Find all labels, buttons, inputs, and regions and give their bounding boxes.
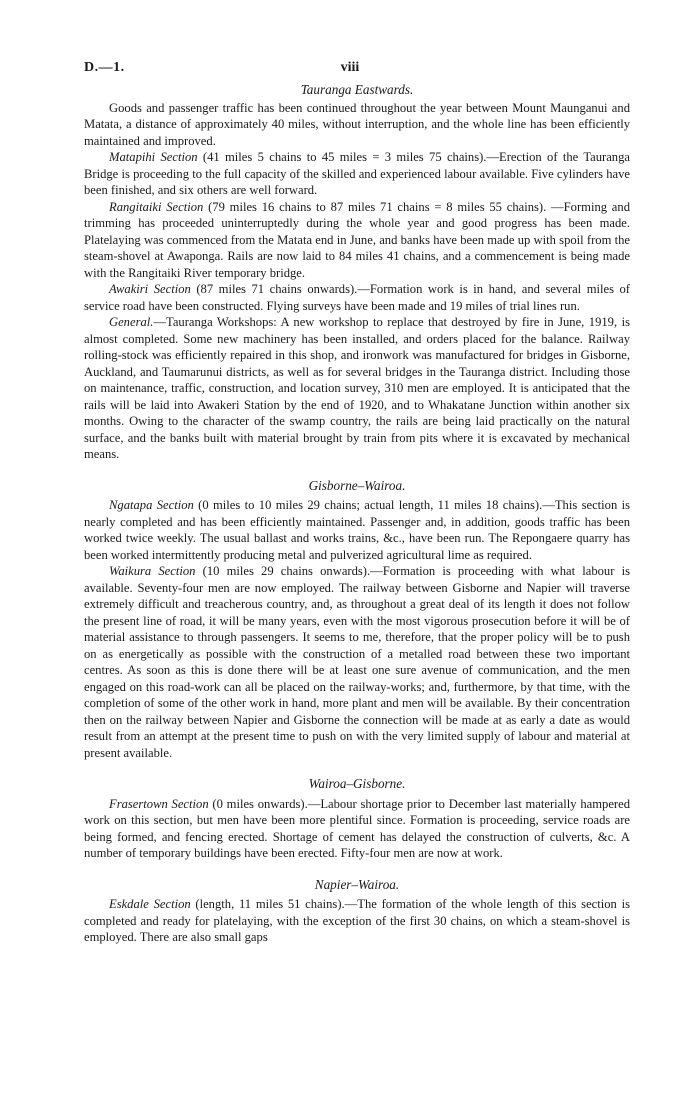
paragraph-text: (0 miles onwards).—Labour shortage prior to December last materially hampered work on this section, but men have been more plentiful since. Formation is proceeding, service roads are being formed, and fencing erected. Shortage of cement has delayed the construction of culverts, &c. A number of temporary buildings have been erected. Fifty-four men are now at work. [84,796,630,860]
report-code: D.—1. [84,60,125,75]
section-name: Awakiri Section [109,282,191,296]
paragraph [84,314,630,463]
page-number: viii [340,60,360,75]
section-name: Ngatapa Section [109,498,194,512]
paragraph-text: (87 miles 71 chains onwards).—Formation work is in hand, and several miles of service road have been constructed. Flying surveys have been made and 19 miles of trial lines run. [84,282,631,313]
section-name: Matapihi Section [109,150,198,164]
section-heading: Wairoa–Gisborne. [308,776,406,791]
paragraph [84,796,630,862]
paragraph-text: Goods and passenger traffic has been continued throughout the year between Mount Maunganui and Matata, a distance of approximately 40 miles, without interruption, and the whole line has been efficiently maintained and improved. [84,100,630,148]
paragraph-text: (length, 11 miles 51 chains).—The formation of the whole length of this section is completed and ready for platelaying, with the exception of the first 30 chains, on which a steam-shovel is employed. There are also small gaps [84,897,630,944]
page-body [84,82,630,946]
paragraph-text: (41 miles 5 chains to 45 miles = 3 miles 75 chains).—Erection of the Tauranga Bridge is proceeding to the full capacity of the skilled and experienced labour available. Five cylinders have been finished, and six others are well forward. [84,150,630,197]
section-heading: Tauranga Eastwards. [300,82,414,97]
section-name: Rangitaiki Section [109,199,204,214]
paragraph [84,149,630,199]
section-heading: Napier–Wairoa. [314,876,400,892]
paragraph [84,497,630,563]
section-heading: Gisborne–Wairoa. [308,477,406,493]
paragraph-text: —Tauranga Workshops: A new workshop to replace that destroyed by fire in June, 1919, is almost completed. Some new machinery has been installed, and orders placed for the balance. Railway rolling-stock was efficiently repaired in this shop, and ironwork was manufactured for bridges in Gisborne, Auckland, and Taumarunui districts, as well as for several bridges in the Tauranga district. Including those on maintenance, traffic, construction, and location survey, 310 men are employed. It is anticipated that the rails will be laid into Awakeri Station by the end of 1920, and to Whakatane Junction within another six months. Owing to the character of the swamp country, the rails are being laid practically on the natural surface, and the banks built with material brought by train from pits where it is excavated by mechanical means. [84,315,630,461]
section-name: General. [109,315,154,329]
section-name: Waikura Section [109,564,196,578]
paragraph [84,281,630,314]
paragraph [84,896,630,946]
section-name: Frasertown Section [109,796,209,811]
paragraph [84,100,630,150]
paragraph-text: (0 miles to 10 miles 29 chains; actual length, 11 miles 18 chains).—This section is nearly completed and has been efficiently maintained. Passenger and, in addition, goods traffic has been worked twice weekly. The usual ballast and works trains, &c., have been run. The Repongaere quarry has been worked intermittently producing metal and pulverized agricultural lime as required. [84,498,630,562]
section-name: Eskdale Section [109,897,191,911]
paragraph [84,563,630,761]
paragraph-text: (10 miles 29 chains onwards).—Formation is proceeding with what labour is available. Seventy-four men are now employed. The railway between Gisborne and Napier will traverse extremely difficult and treacherous country, and, as throughout a great deal of its length it does not follow the present line of road, it will be many years, even with the most vigorous prosecution before it will be of material assistance to through passengers. It seems to me, therefore, that the proper policy will be to push on as energetically as possible with the construction of a metalled road between these two important centres. As soon as this is done there will be at least one sure avenue of communication, and the men engaged on this road-work can all be placed on the railway-works; and, furthermore, by that time, with the completion of some of the other work in hand, more plant and men will be available. By their concentration then on the railway between Napier and Gisborne the connection will be made at as early a date as would result from an attempt at the present time to push on with the very limited supply of labour and material at present available. [84,564,630,760]
paragraph [84,199,630,282]
paragraph-text: (79 miles 16 chains to 87 miles 71 chains = 8 miles 55 chains). —Forming and trimming has proceeded uninterruptedly during the whole year and good progress has been made. Platelaying was commenced from the Matata end in June, and banks have been made up with spoil from the steam-shovel at Awaponga. Rails are now laid to 84 miles 41 chains, and a commencement is being made with the Rangitaiki River temporary bridge. [84,199,630,280]
